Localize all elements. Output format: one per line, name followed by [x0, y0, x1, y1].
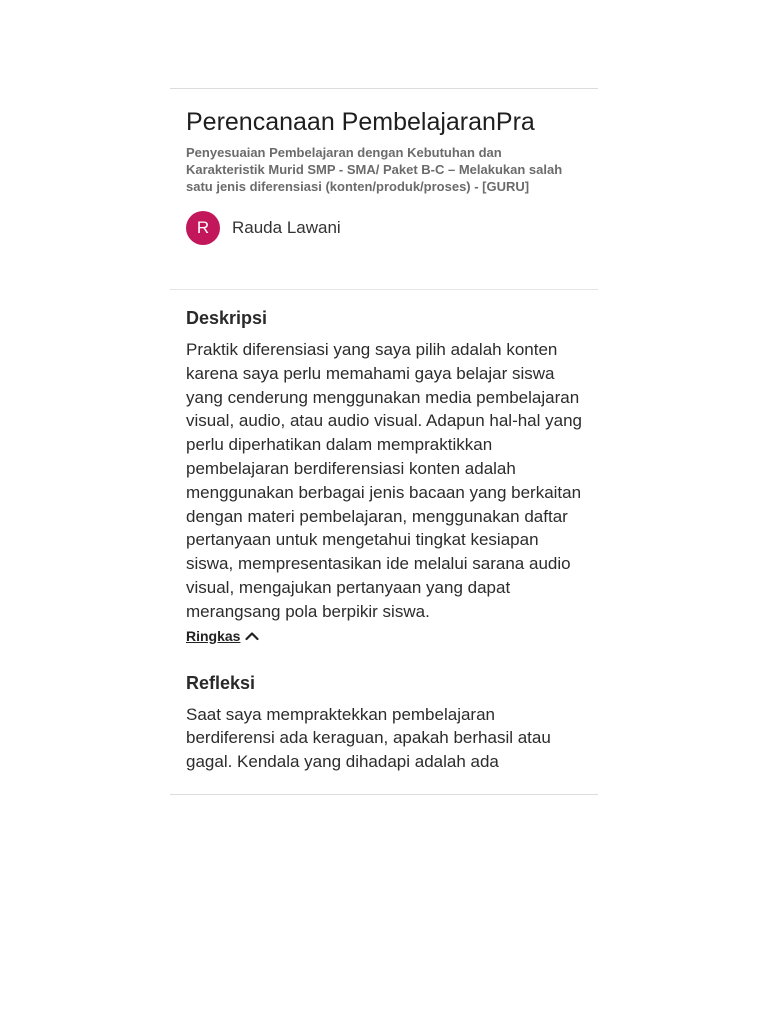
description-heading: Deskripsi	[186, 308, 268, 328]
author-row[interactable]	[186, 211, 582, 245]
collapse-toggle[interactable]	[186, 628, 259, 644]
collapse-label[interactable]: Ringkas	[186, 627, 241, 644]
reflection-text: Saat saya mempraktekkan pembelajaran berdiferensi ada keraguan, apakah berhasil atau gagal. Kendala yang dihadapi adalah ada	[186, 704, 551, 772]
reflection-heading: Refleksi	[186, 672, 256, 693]
document-title: Perencanaan PembelajaranPra	[186, 108, 535, 136]
reflection-section	[170, 672, 598, 774]
document-subtitle: Penyesuaian Pembelajaran dengan Kebutuhan dan Karakteristik Murid SMP - SMA/ Paket B-C – Melakukan salah satu jenis diferensiasi (konten/produk/proses) - [GURU]	[186, 145, 563, 194]
author-name[interactable]: Rauda Lawani	[232, 218, 341, 237]
description-text: Praktik diferensiasi yang saya pilih adalah konten karena saya perlu memahami gaya belajar siswa yang cenderung menggunakan media pembelajaran visual, audio, atau audio visual. Adapun hal-hal yang perlu diperhatikan dalam mempraktikkan pembelajaran berdiferensiasi konten adalah menggunakan berbagai jenis bacaan yang berkaitan dengan materi pembelajaran, menggunakan daftar pertanyaan untuk mengetahui tingkat kesiapan siswa, mempresentasikan ide melalui sarana audio visual, mengajukan pertanyaan yang dapat merangsang pola berpikir siswa.	[186, 340, 583, 621]
description-section	[170, 307, 598, 646]
avatar[interactable]: R	[186, 211, 220, 245]
document-card	[170, 88, 598, 795]
document-header	[170, 89, 598, 290]
chevron-up-icon[interactable]	[245, 631, 259, 641]
